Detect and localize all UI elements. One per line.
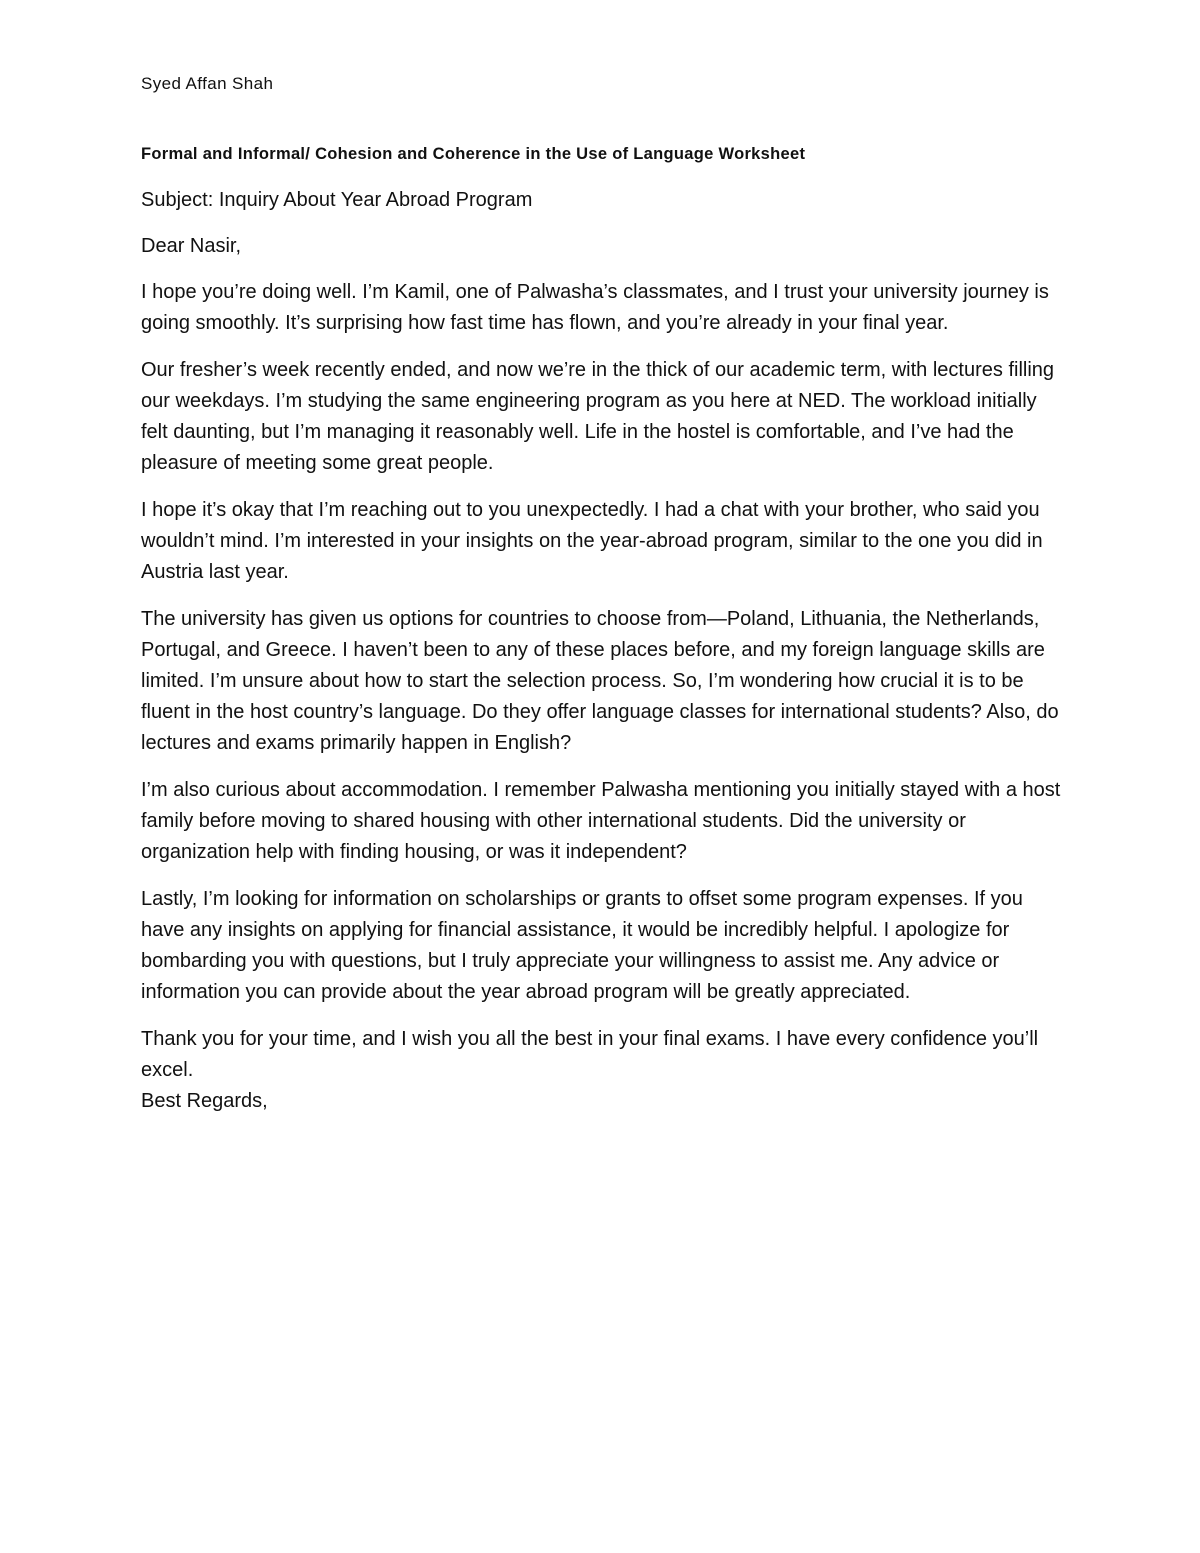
letter-paragraph: Lastly, I’m looking for information on scholarships or grants to offset some program expenses. If you have any insights on applying for financial assistance, it would be incredibly helpful. I apologize for bombarding you with questions, but I truly appreciate your willingness to assist me. Any advice or information you can provide about the year abroad program will be greatly appreciated. [141, 888, 1023, 1003]
author-name: Syed Affan Shah [141, 74, 274, 93]
letter-closing-paragraph: Thank you for your time, and I wish you all the best in your final exams. I have every confidence you’ll excel. [141, 1028, 1039, 1081]
worksheet-title: Formal and Informal/ Cohesion and Coherence in the Use of Language Worksheet [141, 145, 806, 163]
letter-subject: Subject: Inquiry About Year Abroad Program [141, 189, 533, 211]
letter-body [141, 185, 1061, 1117]
letter-paragraph: I’m also curious about accommodation. I remember Palwasha mentioning you initially stayed with a host family before moving to shared housing with other international students. Did the university or organization help with finding housing, or was it independent? [141, 779, 1061, 863]
letter-paragraph: The university has given us options for countries to choose from—Poland, Lithuania, the Netherlands, Portugal, and Greece. I haven’t been to any of these places before, and my foreign language skills are limited. I’m unsure about how to start the selection process. So, I’m wondering how crucial it is to be fluent in the host country’s language. Do they offer language classes for international students? Also, do lectures and exams primarily happen in English? [141, 608, 1059, 754]
letter-paragraph: Our fresher’s week recently ended, and now we’re in the thick of our academic term, with lectures filling our weekdays. I’m studying the same engineering program as you here at NED. The workload initially felt daunting, but I’m managing it reasonably well. Life in the hostel is comfortable, and I’ve had the pleasure of meeting some great people. [141, 359, 1055, 474]
letter-signoff: Best Regards, [141, 1090, 268, 1112]
letter-salutation: Dear Nasir, [141, 235, 242, 257]
letter-paragraph: I hope you’re doing well. I’m Kamil, one of Palwasha’s classmates, and I trust your university journey is going smoothly. It’s surprising how fast time has flown, and you’re already in your final year. [141, 281, 1049, 334]
letter-paragraph: I hope it’s okay that I’m reaching out to you unexpectedly. I had a chat with your brother, who said you wouldn’t mind. I’m interested in your insights on the year-abroad program, similar to the one you did in Austria last year. [141, 499, 1043, 583]
